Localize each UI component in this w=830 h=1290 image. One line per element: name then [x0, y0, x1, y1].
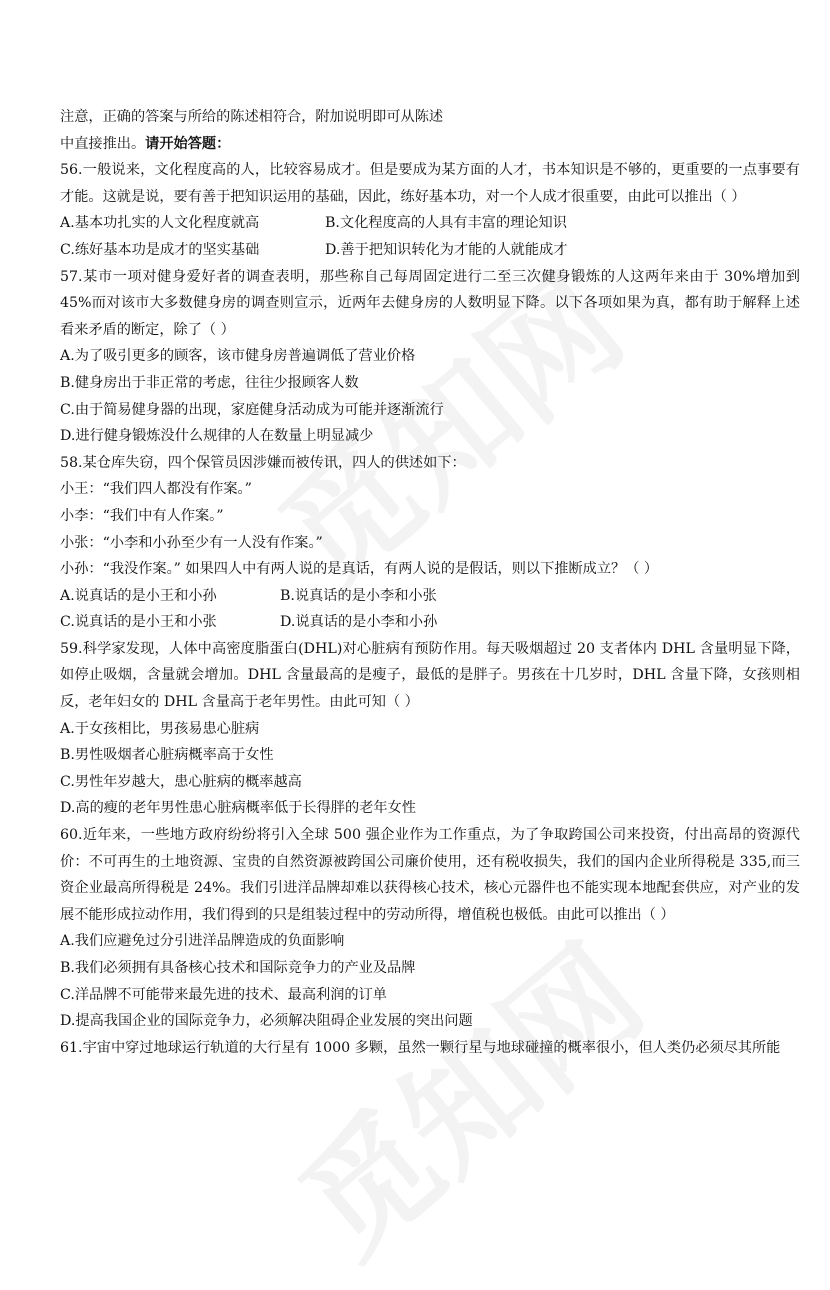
- q58-option-b: B.说真话的是小李和小张: [280, 587, 437, 604]
- q59-option-b: B.男性吸烟者心脏病概率高于女性: [60, 747, 274, 764]
- document-page: [60, 104, 800, 1061]
- q56-stem: 56.一般说来，文化程度高的人，比较容易成才。但是要成为某方面的人才，书本知识是不够的，更重要的一点事要有才能。这就是说，要有善于把知识运用的基础，因此，练好基本功，对一个人成才很重要，由此可以推出（ ）: [60, 162, 800, 205]
- q56-options-row-2: [60, 237, 800, 264]
- intro-line-1: 注意，正确的答案与所给的陈述相符合，附加说明即可从陈述: [60, 109, 444, 125]
- q57-option-d: D.进行健身锻炼没什么规律的人在数量上明显减少: [60, 428, 374, 445]
- q58-statement-wang: 小王：“我们四人都没有作案。”: [60, 481, 252, 498]
- q61-stem: 61.宇宙中穿过地球运行轨道的大行星有 1000 多颗，虽然一颗行星与地球碰撞的概率很小，但人类仍必须尽其所能: [60, 1039, 781, 1056]
- q60-option-b: B.我们必须拥有具备核心技术和国际竞争力的产业及品牌: [60, 960, 416, 976]
- q58-statement-li: 小李：“我们中有人作案。”: [60, 507, 224, 524]
- q59-option-d: D.高的瘦的老年男性患心脏病概率低于长得胖的老年女性: [60, 800, 416, 817]
- q57-stem: 57.某市一项对健身爱好者的调查表明，那些称自己每周固定进行二至三次健身锻炼的人这两年来由于 30%增加到45%而对该市大多数健身房的调查则宣示，近两年去健身房的人数明显下降。以下各项如果为真，都有助于解释上述看来矛盾的断定，除了（ ）: [60, 268, 800, 338]
- intro-start-prompt: 请开始答题：: [145, 135, 231, 152]
- q56-option-b: B.文化程度高的人具有丰富的理论知识: [325, 215, 567, 232]
- q57-option-b: B.健身房出于非正常的考虑，往往少报顾客人数: [60, 374, 359, 391]
- q60-option-c: C.洋品牌不可能带来最先进的技术、最高利润的订单: [60, 986, 387, 1003]
- q57-option-c: C.由于简易健身器的出现，家庭健身活动成为可能并逐渐流行: [60, 401, 444, 418]
- q60-stem: 60.近年来，一些地方政府纷纷将引入全球 500 强企业作为工作重点，为了争取跨国公司来投资，付出高昂的资源代价：不可再生的土地资源、宝贵的自然资源被跨国公司廉价使用，还有税收损失，我们的国内企业所得税是 335,而三资企业最高所得税是 24%。我们引进洋品牌却难以获得核心技术，核心元器件也不能实现本地配套供应，对产业的发展不能形成拉动作用，我们得到的只是组装过程中的劳动所得，增值税也极低。由此可以推出（ ）: [60, 827, 800, 923]
- q58-statement-zhang: 小张：“小李和小孙至少有一人没有作案。”: [60, 534, 323, 551]
- intro-prefix: 中直接推出。: [60, 135, 146, 152]
- q56-options-row-1: [60, 210, 800, 237]
- q56-option-c: C.练好基本功是成才的坚实基础: [60, 241, 260, 258]
- q58-options-row-2: [60, 609, 800, 636]
- q58-option-a: A.说真话的是小王和小孙: [60, 587, 217, 604]
- q56-option-a: A.基本功扎实的人文化程度就高: [60, 215, 260, 232]
- q59-option-a: A.于女孩相比，男孩易患心脏病: [60, 720, 260, 737]
- q59-option-c: C.男性年岁越大，患心脏病的概率越高: [60, 773, 302, 790]
- intro-line-2: [60, 131, 800, 158]
- q58-options-row-1: [60, 583, 800, 610]
- q56-option-d: D.善于把知识转化为才能的人就能成才: [325, 241, 568, 258]
- q57-option-a: A.为了吸引更多的顾客，该市健身房普遍调低了营业价格: [60, 348, 416, 365]
- q60-option-a: A.我们应避免过分引进洋品牌造成的负面影响: [60, 933, 345, 950]
- q58-statement-sun: 小孙：“我没作案。” 如果四人中有两人说的是真话，有两人说的是假话，则以下推断成立？（ ）: [60, 561, 659, 578]
- q60-option-d: D.提高我国企业的国际竞争力，必须解决阻碍企业发展的突出问题: [60, 1013, 473, 1030]
- q58-option-d: D.说真话的是小李和小孙: [280, 614, 438, 631]
- q59-stem: 59.科学家发现，人体中高密度脂蛋白(DHL)对心脏病有预防作用。每天吸烟超过 20 支者体内 DHL 含量明显下降，如停止吸烟，含量就会增加。DHL 含量最高的是瘦子，最低的是胖子。男孩在十几岁时，DHL 含量下降，女孩则相反，老年妇女的 DHL 含量高于老年男性。由此可知（ ）: [60, 640, 800, 711]
- q58-option-c: C.说真话的是小王和小张: [60, 614, 217, 631]
- q58-stem: 58.某仓库失窃，四个保管员因涉嫌而被传讯，四人的供述如下：: [60, 454, 466, 471]
